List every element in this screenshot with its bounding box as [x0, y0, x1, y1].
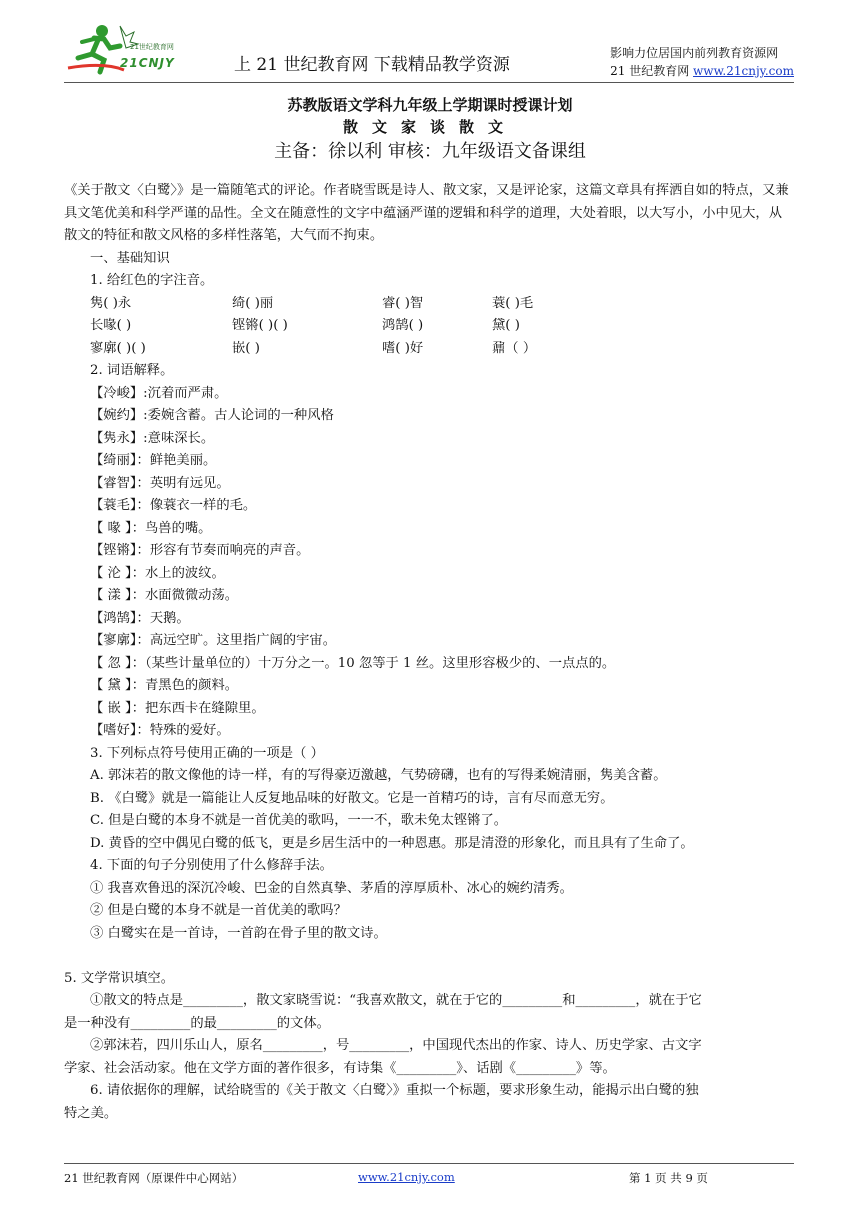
header-site-link[interactable]: www.21cnjy.com	[693, 64, 794, 78]
rhetoric-sentence: ② 但是白鹭的本身不就是一首优美的歌吗？	[90, 903, 347, 918]
document-title: 苏教版语文学科九年级上学期课时授课计划	[287, 96, 573, 114]
vocab-item: 【 漾 】：水面微微动荡。	[90, 588, 239, 603]
logo-small-text: 21世纪教育网	[130, 43, 174, 51]
vocab-item: 【寥廓】：高远空旷。这里指广阔的宇宙。	[90, 633, 336, 648]
question-3-options	[64, 765, 794, 855]
vocab-list	[64, 383, 794, 743]
vocab-item: 【睿智】：英明有远见。	[90, 475, 230, 491]
vocab-item: 【绮丽】：鲜艳美丽。	[90, 453, 217, 468]
pinyin-cell: 睿( )智	[382, 295, 424, 311]
pinyin-cell: 长喙( )	[90, 318, 132, 333]
pinyin-cell: 黛( )	[492, 318, 520, 333]
question-5-part2-line2: 学家、社会活动家。他在文学方面的著作很多，有诗集《_________》、话剧《_________》等。	[64, 1060, 616, 1076]
question-3-title: 3. 下列标点符号使用正确的一项是（ ）	[90, 745, 324, 761]
vocab-item: 【 黛 】：青黑色的颜料。	[90, 678, 239, 693]
header-divider	[64, 82, 794, 83]
page-footer	[64, 1170, 794, 1186]
question-6-line1: 6. 请依据你的理解，试给晓雪的《关于散文〈白鹭〉》重拟一个标题，要求形象生动，能揭示出白鹭的独	[90, 1083, 699, 1098]
question-1-title: 1. 给红色的字注音。	[90, 273, 214, 288]
page-header	[64, 22, 794, 80]
answer-option: D. 黄昏的空中偶见白鹭的低飞，更是乡居生活中的一种恩惠。那是清澄的形象化，而且具有了生命了。	[90, 835, 694, 851]
authors-line: 主备：徐以利 审核：九年级语文备课组	[274, 141, 586, 162]
spacer	[64, 945, 794, 968]
header-slogan: 上 21 世纪教育网 下载精品教学资源	[234, 55, 510, 75]
vocab-item: 【 沦 】：水上的波纹。	[90, 565, 225, 581]
vocab-item: 【鸿鹄】：天鹅。	[90, 610, 190, 626]
pinyin-grid	[64, 293, 794, 361]
pinyin-cell: 嗜( )好	[382, 340, 424, 356]
question-6-line2: 特之美。	[64, 1105, 118, 1121]
pinyin-row	[64, 315, 794, 338]
answer-option: C. 但是白鹭的本身不就是一首优美的歌吗，一一不，歌未免太铿锵了。	[90, 813, 508, 828]
pinyin-cell: 嵌( )	[232, 340, 260, 356]
answer-option: B. 《白鹭》就是一篇能让人反复地品味的好散文。它是一首精巧的诗，言有尽而意无穷。	[90, 790, 614, 806]
vocab-item: 【 喙 】：鸟兽的嘴。	[90, 520, 212, 536]
pinyin-row	[64, 338, 794, 361]
vocab-item: 【蓑毛】：像蓑衣一样的毛。	[90, 498, 257, 513]
pinyin-cell: 鸿鹄( )	[382, 318, 424, 333]
logo-text: 21CNJY	[120, 56, 175, 70]
site-logo[interactable]	[64, 22, 182, 78]
footer-site-name: 21 世纪教育网（原课件中心网站）	[64, 1171, 244, 1185]
header-right-line2	[610, 62, 794, 80]
pinyin-cell: 铿锵( )( )	[232, 318, 288, 333]
vocab-item: 【铿锵】：形容有节奏而响亮的声音。	[90, 543, 310, 558]
lesson-title: 散文家谈散文	[342, 118, 517, 136]
rhetoric-sentence: ③ 白鹭实在是一首诗，一首韵在骨子里的散文诗。	[90, 925, 387, 941]
question-5-part2-line1: ②郭沫若，四川乐山人，原名_________，号_________，中国现代杰出的作家、诗人、历史学家、古文字	[90, 1038, 702, 1053]
vocab-item: 【 嵌 】：把东西卡在缝隙里。	[90, 700, 265, 716]
header-right-line1: 影响力位居国内前列教育资源网	[610, 46, 779, 60]
vocab-item: 【隽永】:意味深长。	[90, 430, 215, 446]
intro-paragraph: 《关于散文〈白鹭〉》是一篇随笔式的评论。作者晓雪既是诗人、散文家，又是评论家，这篇文章具有挥洒自如的特点，又兼具文笔优美和科学严谨的品性。全文在随意性的文字中蕴涵严谨的逻辑和科学的道理，大处着眼，以大写小，小中见大，从散文的特征和散文风格的多样性落笔，大气而不拘束。	[64, 183, 789, 243]
question-4-title: 4. 下面的句子分别使用了什么修辞手法。	[90, 858, 333, 873]
pinyin-cell: 寥廓( )( )	[90, 340, 146, 356]
vocab-item: 【 忽 】：（某些计量单位的）十万分之一。10 忽等于 1 丝。这里形容极少的、一点点的。	[90, 655, 616, 671]
question-5-title: 5. 文学常识填空。	[64, 970, 174, 986]
pinyin-cell: 蓑( )毛	[492, 295, 534, 311]
title-block	[0, 94, 860, 166]
answer-option: A. 郭沫若的散文像他的诗一样，有的写得豪迈激越，气势磅礴，也有的写得柔婉清丽，隽美含蓄。	[90, 768, 667, 783]
header-right	[610, 44, 794, 80]
question-4-sentences	[64, 878, 794, 946]
question-5-part1-line2: 是一种没有_________的最_________的文体。	[64, 1015, 330, 1031]
pinyin-cell: 鼐（ ）	[492, 340, 537, 356]
page-number: 第 1 页 共 9 页	[629, 1171, 708, 1185]
section-heading: 一、基础知识	[90, 250, 170, 266]
header-right-prefix: 21 世纪教育网	[610, 64, 694, 78]
vocab-item: 【婉约】:委婉含蓄。古人论词的一种风格	[90, 408, 334, 423]
pinyin-cell: 隽( )永	[90, 295, 132, 311]
document-body	[64, 180, 794, 1125]
question-2-title: 2. 词语解释。	[90, 363, 174, 378]
pinyin-cell: 绮( )丽	[232, 295, 274, 311]
footer-link[interactable]: www.21cnjy.com	[358, 1170, 455, 1184]
footer-divider	[64, 1163, 794, 1164]
question-5-part1-line1: ①散文的特点是_________，散文家晓雪说：“我喜欢散文，就在于它的_________和_________，就在于它	[90, 993, 702, 1008]
vocab-item: 【冷峻】:沉着而严肃。	[90, 385, 228, 401]
vocab-item: 【嗜好】：特殊的爱好。	[90, 723, 230, 738]
pinyin-row	[64, 293, 794, 316]
rhetoric-sentence: ① 我喜欢鲁迅的深沉冷峻、巴金的自然真挚、茅盾的淳厚质朴、冰心的婉约清秀。	[90, 880, 573, 896]
